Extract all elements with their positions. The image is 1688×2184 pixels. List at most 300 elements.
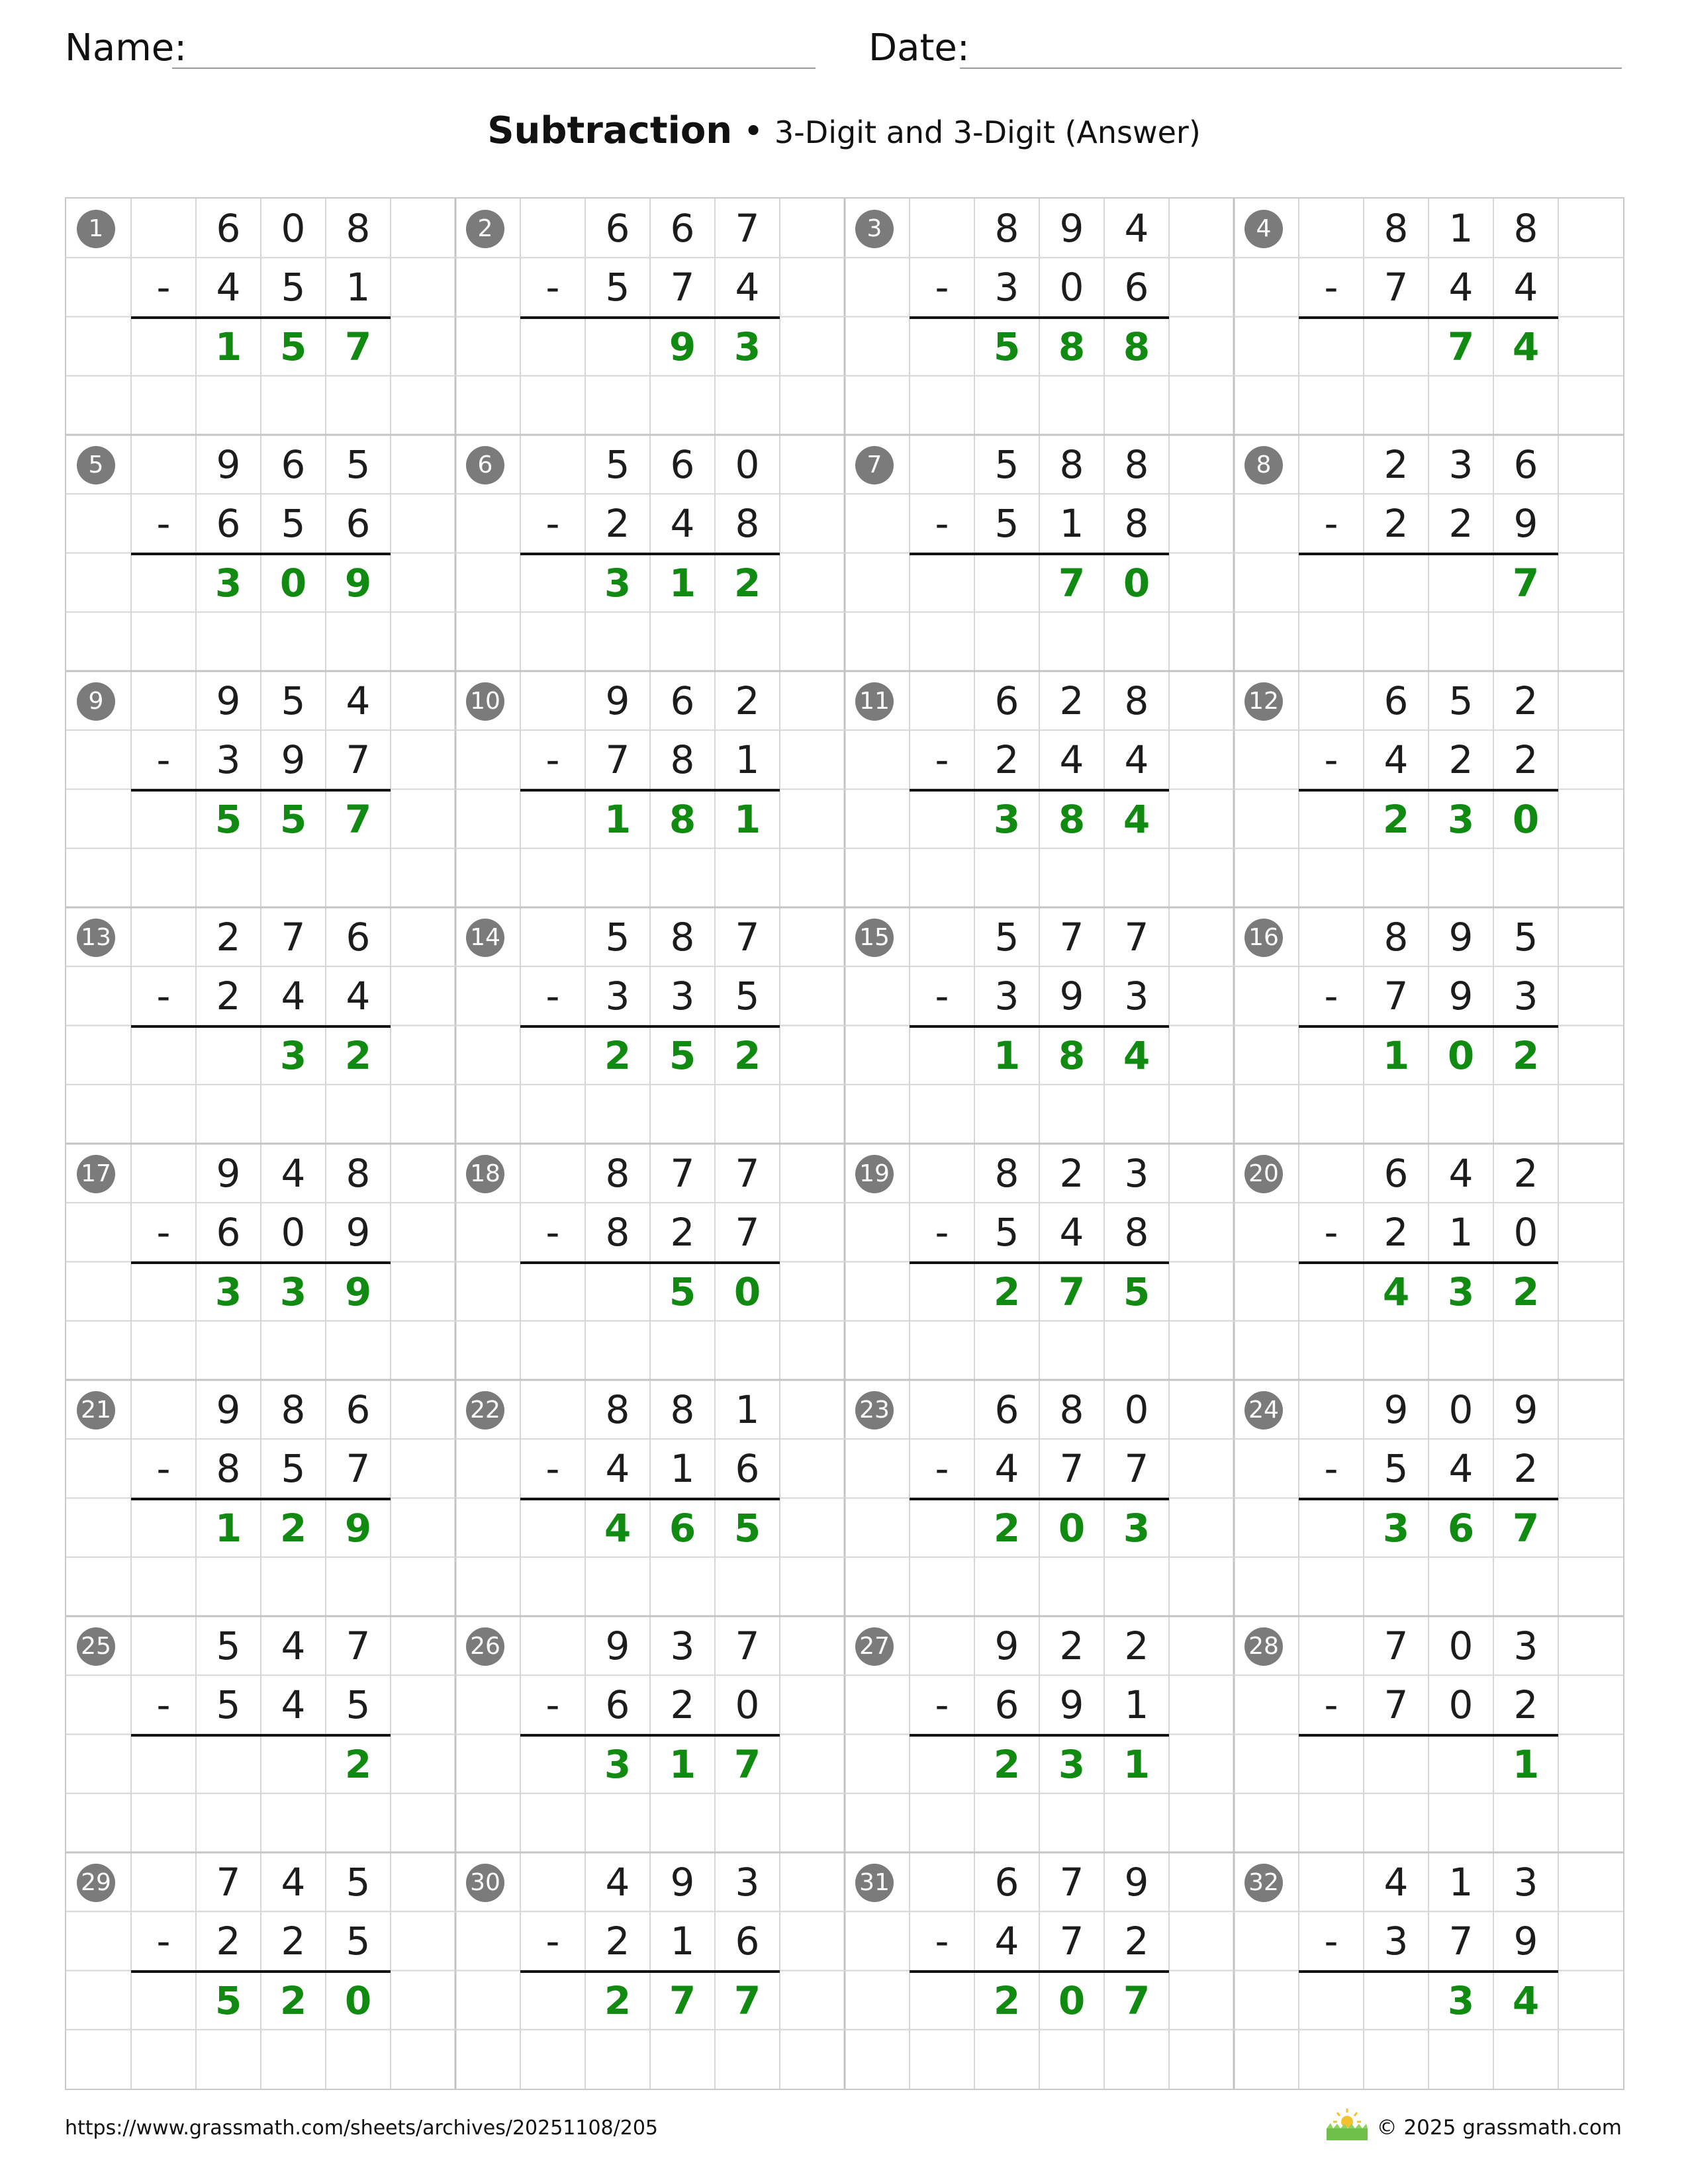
bottom-digit: 2 [605, 1919, 630, 1964]
answer-rule [131, 1025, 391, 1028]
top-digit: 0 [1448, 1623, 1474, 1668]
top-digit: 8 [1124, 442, 1149, 487]
answer-digit: 6 [1447, 1505, 1475, 1551]
top-digit: 7 [735, 206, 760, 251]
top-digit: 5 [1448, 678, 1474, 723]
answer-digit: 4 [604, 1505, 632, 1551]
top-digit: 2 [1059, 678, 1084, 723]
top-digit: 0 [1124, 1387, 1149, 1432]
top-digit: 4 [281, 1623, 306, 1668]
top-digit: 6 [670, 678, 695, 723]
bottom-digit: 2 [1448, 737, 1474, 783]
top-digit: 3 [735, 1860, 760, 1905]
answer-digit: 1 [214, 1505, 242, 1551]
top-digit: 9 [216, 678, 241, 723]
answer-digit: 1 [1382, 1032, 1410, 1078]
problem-number-badge: 18 [466, 1155, 504, 1193]
top-digit: 7 [670, 1151, 695, 1196]
answer-digit: 5 [214, 796, 242, 842]
top-digit: 4 [281, 1151, 306, 1196]
bottom-digit: 7 [670, 265, 695, 310]
minus-sign: - [156, 737, 171, 783]
top-digit: 6 [346, 915, 371, 960]
top-digit: 8 [1059, 442, 1084, 487]
bottom-digit: 4 [216, 265, 241, 310]
answer-digit: 2 [733, 560, 761, 606]
top-digit: 4 [605, 1860, 630, 1905]
top-digit: 9 [216, 1151, 241, 1196]
problem [1234, 1380, 1623, 1616]
answer-rule [1299, 1970, 1558, 1973]
problem-number-badge: 12 [1244, 682, 1283, 721]
problem [845, 1380, 1234, 1616]
problem-number-badge: 32 [1244, 1864, 1283, 1902]
top-digit: 9 [1059, 206, 1084, 251]
problem-number-badge: 19 [855, 1155, 894, 1193]
minus-sign: - [545, 265, 560, 310]
bottom-digit: 4 [670, 501, 695, 547]
problem-number-badge: 21 [77, 1391, 115, 1430]
problem [845, 671, 1234, 907]
top-digit: 6 [670, 442, 695, 487]
answer-digit: 3 [214, 560, 242, 606]
bottom-digit: 0 [1513, 1210, 1538, 1255]
bottom-digit: 8 [605, 1210, 630, 1255]
bottom-digit: 2 [994, 737, 1019, 783]
answer-digit: 7 [669, 1978, 696, 2023]
name-line[interactable] [172, 68, 816, 69]
bottom-digit: 2 [1513, 1446, 1538, 1492]
minus-sign: - [1324, 1682, 1338, 1728]
bottom-digit: 1 [1124, 1682, 1149, 1728]
bottom-digit: 2 [1448, 501, 1474, 547]
answer-digit: 5 [1123, 1269, 1150, 1314]
minus-sign: - [545, 1210, 560, 1255]
answer-digit: 5 [669, 1269, 696, 1314]
answer-digit: 1 [604, 796, 632, 842]
name-label: Name: [65, 26, 187, 69]
answer-rule [1299, 553, 1558, 555]
top-digit: 9 [994, 1623, 1019, 1668]
problem-number-badge: 31 [855, 1864, 894, 1902]
minus-sign: - [1324, 974, 1338, 1019]
problem [1234, 199, 1623, 435]
bottom-digit: 9 [1513, 501, 1538, 547]
answer-digit: 5 [993, 324, 1021, 369]
top-digit: 2 [1124, 1623, 1149, 1668]
answer-digit: 2 [279, 1978, 307, 2023]
answer-digit [1429, 1735, 1493, 1794]
answer-digit: 7 [733, 1978, 761, 2023]
answer-digit: 9 [669, 324, 696, 369]
minus-sign: - [935, 1919, 949, 1964]
answer-digit: 2 [733, 1032, 761, 1078]
bottom-digit: 2 [670, 1210, 695, 1255]
title-main: Subtraction [487, 109, 733, 152]
answer-digit: 0 [1058, 1505, 1086, 1551]
bottom-digit: 5 [281, 501, 306, 547]
top-digit: 0 [735, 442, 760, 487]
answer-rule [520, 1025, 780, 1028]
top-digit: 8 [1059, 1387, 1084, 1432]
problem [455, 1144, 845, 1380]
top-digit: 8 [670, 915, 695, 960]
problem [66, 1380, 455, 1616]
minus-sign: - [156, 1919, 171, 1964]
top-digit: 7 [1124, 915, 1149, 960]
top-digit: 8 [1124, 678, 1149, 723]
answer-rule [520, 316, 780, 319]
bottom-digit: 7 [1383, 1682, 1409, 1728]
problem-number-badge: 26 [466, 1627, 504, 1666]
answer-digit: 7 [1447, 324, 1475, 369]
answer-digit: 2 [279, 1505, 307, 1551]
answer-digit: 6 [669, 1505, 696, 1551]
minus-sign: - [935, 265, 949, 310]
problem-number-badge: 16 [1244, 919, 1283, 957]
bottom-digit: 6 [735, 1446, 760, 1492]
answer-digit: 7 [344, 324, 372, 369]
top-digit: 8 [605, 1151, 630, 1196]
date-label: Date: [868, 26, 970, 69]
answer-digit: 8 [1058, 1032, 1086, 1078]
answer-digit: 3 [1447, 1978, 1475, 2023]
bottom-digit: 3 [994, 265, 1019, 310]
answer-digit: 4 [1123, 796, 1150, 842]
answer-digit: 4 [1382, 1269, 1410, 1314]
top-digit: 8 [346, 1151, 371, 1196]
minus-sign: - [156, 501, 171, 547]
answer-digit: 9 [344, 560, 372, 606]
answer-digit: 1 [669, 560, 696, 606]
problem-number-badge: 5 [77, 446, 115, 484]
answer-digit: 2 [993, 1505, 1021, 1551]
bottom-digit: 9 [1448, 974, 1474, 1019]
minus-sign: - [156, 1682, 171, 1728]
problem [66, 907, 455, 1144]
bottom-digit: 6 [346, 501, 371, 547]
answer-rule [520, 1261, 780, 1264]
answer-digit: 2 [344, 1032, 372, 1078]
footer-url: https://www.grassmath.com/sheets/archives/20251108/205 [65, 2116, 659, 2140]
answer-rule [910, 1025, 1169, 1028]
top-digit: 8 [994, 1151, 1019, 1196]
answer-rule [520, 789, 780, 792]
answer-rule [1299, 1498, 1558, 1500]
bottom-digit: 4 [281, 974, 306, 1019]
minus-sign: - [1324, 265, 1338, 310]
top-digit: 9 [216, 1387, 241, 1432]
answer-digit: 1 [214, 324, 242, 369]
top-digit: 9 [670, 1860, 695, 1905]
bottom-digit: 2 [1383, 501, 1409, 547]
top-digit: 8 [281, 1387, 306, 1432]
problem-number-badge: 9 [77, 682, 115, 721]
answer-digit: 0 [1123, 560, 1150, 606]
bottom-digit: 2 [281, 1919, 306, 1964]
answer-rule [131, 1734, 391, 1737]
answer-digit: 9 [344, 1269, 372, 1314]
bottom-digit: 4 [1448, 1446, 1474, 1492]
answer-digit [261, 1735, 326, 1794]
answer-digit [585, 317, 650, 377]
answer-digit: 2 [604, 1978, 632, 2023]
answer-digit: 8 [1123, 324, 1150, 369]
problem-number-badge: 2 [466, 210, 504, 248]
answer-rule [131, 316, 391, 319]
bottom-digit: 1 [346, 265, 371, 310]
answer-digit: 4 [1123, 1032, 1150, 1078]
bottom-digit: 0 [1059, 265, 1084, 310]
answer-digit: 5 [733, 1505, 761, 1551]
problem-number-badge: 28 [1244, 1627, 1283, 1666]
answer-digit: 1 [993, 1032, 1021, 1078]
answer-digit: 8 [1058, 796, 1086, 842]
answer-digit: 9 [344, 1505, 372, 1551]
answer-digit: 3 [214, 1269, 242, 1314]
problem [455, 671, 845, 907]
top-digit: 9 [1124, 1860, 1149, 1905]
bottom-digit: 9 [281, 737, 306, 783]
problem-number-badge: 7 [855, 446, 894, 484]
top-digit: 9 [605, 1623, 630, 1668]
bottom-digit: 5 [735, 974, 760, 1019]
top-digit: 5 [216, 1623, 241, 1668]
bottom-digit: 7 [346, 1446, 371, 1492]
bottom-digit: 3 [670, 974, 695, 1019]
minus-sign: - [1324, 501, 1338, 547]
bottom-digit: 7 [605, 737, 630, 783]
bottom-digit: 4 [735, 265, 760, 310]
problem-number-badge: 1 [77, 210, 115, 248]
problem-number-badge: 13 [77, 919, 115, 957]
top-digit: 3 [1448, 442, 1474, 487]
bottom-digit: 7 [1124, 1446, 1149, 1492]
bottom-digit: 6 [605, 1682, 630, 1728]
answer-digit: 5 [279, 324, 307, 369]
answer-digit [974, 553, 1039, 613]
bottom-digit: 3 [1124, 974, 1149, 1019]
answer-rule [131, 553, 391, 555]
answer-digit: 2 [1382, 796, 1410, 842]
top-digit: 1 [735, 1387, 760, 1432]
bottom-digit: 1 [735, 737, 760, 783]
top-digit: 8 [670, 1387, 695, 1432]
top-digit: 5 [346, 1860, 371, 1905]
minus-sign: - [1324, 1210, 1338, 1255]
answer-digit: 2 [993, 1741, 1021, 1787]
answer-digit: 3 [1058, 1741, 1086, 1787]
bottom-digit: 2 [670, 1682, 695, 1728]
bottom-digit: 3 [1383, 1919, 1409, 1964]
bottom-digit: 7 [1059, 1919, 1084, 1964]
top-digit: 6 [605, 206, 630, 251]
footer-copyright: © 2025 grassmath.com [1376, 2116, 1622, 2140]
answer-digit [1364, 1971, 1429, 2030]
top-digit: 4 [1448, 1151, 1474, 1196]
bottom-digit: 4 [994, 1446, 1019, 1492]
bottom-digit: 5 [994, 1210, 1019, 1255]
top-digit: 7 [281, 915, 306, 960]
top-digit: 6 [1383, 1151, 1409, 1196]
top-digit: 0 [281, 206, 306, 251]
problem-number-badge: 6 [466, 446, 504, 484]
problem [66, 435, 455, 671]
top-digit: 7 [735, 1623, 760, 1668]
problem [845, 1852, 1234, 2089]
answer-digit: 3 [1447, 796, 1475, 842]
answer-digit: 7 [1058, 560, 1086, 606]
bottom-digit: 8 [216, 1446, 241, 1492]
answer-digit: 2 [993, 1269, 1021, 1314]
top-digit: 7 [346, 1623, 371, 1668]
problem-number-badge: 27 [855, 1627, 894, 1666]
top-digit: 3 [1513, 1860, 1538, 1905]
answer-rule [520, 1734, 780, 1737]
answer-digit: 3 [279, 1269, 307, 1314]
problem [455, 199, 845, 435]
problem [455, 1852, 845, 2089]
top-digit: 8 [994, 206, 1019, 251]
problem-number-badge: 20 [1244, 1155, 1283, 1193]
answer-digit: 7 [1512, 1505, 1540, 1551]
bottom-digit: 4 [994, 1919, 1019, 1964]
top-digit: 6 [346, 1387, 371, 1432]
problem [455, 435, 845, 671]
answer-digit: 5 [669, 1032, 696, 1078]
bottom-digit: 9 [1059, 974, 1084, 1019]
bottom-digit: 7 [735, 1210, 760, 1255]
problem [66, 1144, 455, 1380]
bottom-digit: 2 [1124, 1919, 1149, 1964]
bottom-digit: 9 [346, 1210, 371, 1255]
top-digit: 9 [216, 442, 241, 487]
bottom-digit: 2 [1513, 737, 1538, 783]
answer-rule [520, 553, 780, 555]
top-digit: 6 [1383, 678, 1409, 723]
bottom-digit: 1 [1448, 1210, 1474, 1255]
minus-sign: - [545, 1682, 560, 1728]
bottom-digit: 3 [994, 974, 1019, 1019]
top-digit: 8 [1383, 915, 1409, 960]
bottom-digit: 5 [281, 1446, 306, 1492]
answer-digit: 5 [214, 1978, 242, 2023]
answer-digit: 2 [604, 1032, 632, 1078]
minus-sign: - [1324, 737, 1338, 783]
bottom-digit: 1 [670, 1919, 695, 1964]
minus-sign: - [156, 265, 171, 310]
top-digit: 6 [1513, 442, 1538, 487]
top-digit: 2 [1059, 1151, 1084, 1196]
problem [66, 671, 455, 907]
answer-rule [131, 789, 391, 792]
top-digit: 1 [1448, 206, 1474, 251]
bottom-digit: 5 [346, 1919, 371, 1964]
problem-number-badge: 8 [1244, 446, 1283, 484]
answer-rule [1299, 1734, 1558, 1737]
bottom-digit: 4 [281, 1682, 306, 1728]
top-digit: 5 [346, 442, 371, 487]
answer-digit: 3 [604, 1741, 632, 1787]
answer-digit: 0 [279, 560, 307, 606]
problem-grid [65, 197, 1624, 2090]
top-digit: 2 [216, 915, 241, 960]
answer-digit: 0 [344, 1978, 372, 2023]
problem [455, 1616, 845, 1852]
top-digit: 8 [605, 1387, 630, 1432]
grass-sun-logo-icon [1324, 2106, 1370, 2143]
minus-sign: - [545, 1919, 560, 1964]
bottom-digit: 4 [1059, 1210, 1084, 1255]
answer-digit: 0 [1512, 796, 1540, 842]
answer-rule [520, 1970, 780, 1973]
answer-digit [196, 1735, 261, 1794]
minus-sign: - [545, 974, 560, 1019]
top-digit: 2 [1513, 1151, 1538, 1196]
answer-digit: 3 [279, 1032, 307, 1078]
bottom-digit: 6 [216, 1210, 241, 1255]
answer-digit: 0 [1058, 1978, 1086, 2023]
problem [1234, 1144, 1623, 1380]
top-digit: 7 [1059, 915, 1084, 960]
answer-digit [196, 1026, 261, 1085]
answer-digit: 8 [669, 796, 696, 842]
bottom-digit: 5 [346, 1682, 371, 1728]
bottom-digit: 8 [735, 501, 760, 547]
problem [845, 435, 1234, 671]
top-digit: 9 [1448, 915, 1474, 960]
top-digit: 6 [994, 1387, 1019, 1432]
date-line[interactable] [960, 68, 1622, 69]
problem-number-badge: 10 [466, 682, 504, 721]
answer-digit: 7 [1512, 560, 1540, 606]
bottom-digit: 8 [670, 737, 695, 783]
bottom-digit: 4 [1383, 737, 1409, 783]
bottom-digit: 2 [216, 1919, 241, 1964]
top-digit: 3 [670, 1623, 695, 1668]
top-digit: 7 [735, 1151, 760, 1196]
answer-digit: 1 [1512, 1741, 1540, 1787]
minus-sign: - [935, 1446, 949, 1492]
title-separator: • [743, 112, 764, 152]
answer-digit: 2 [1512, 1032, 1540, 1078]
title-subtitle: 3-Digit and 3-Digit (Answer) [774, 114, 1201, 150]
bottom-digit: 1 [1059, 501, 1084, 547]
top-digit: 4 [1124, 206, 1149, 251]
problem-number-badge: 4 [1244, 210, 1283, 248]
bottom-digit: 8 [1124, 501, 1149, 547]
answer-rule [910, 1261, 1169, 1264]
answer-digit: 0 [733, 1269, 761, 1314]
problem [66, 1852, 455, 2089]
problem-number-badge: 24 [1244, 1391, 1283, 1430]
bottom-digit: 6 [216, 501, 241, 547]
bottom-digit: 5 [994, 501, 1019, 547]
top-digit: 9 [605, 678, 630, 723]
answer-digit [1364, 553, 1429, 613]
answer-digit [1364, 317, 1429, 377]
problem [1234, 671, 1623, 907]
bottom-digit: 7 [346, 737, 371, 783]
bottom-digit: 2 [1383, 1210, 1409, 1255]
answer-digit: 3 [993, 796, 1021, 842]
top-digit: 2 [735, 678, 760, 723]
top-digit: 8 [1513, 206, 1538, 251]
answer-digit: 5 [279, 796, 307, 842]
bottom-digit: 2 [216, 974, 241, 1019]
bottom-digit: 4 [1448, 265, 1474, 310]
bottom-digit: 2 [1513, 1682, 1538, 1728]
